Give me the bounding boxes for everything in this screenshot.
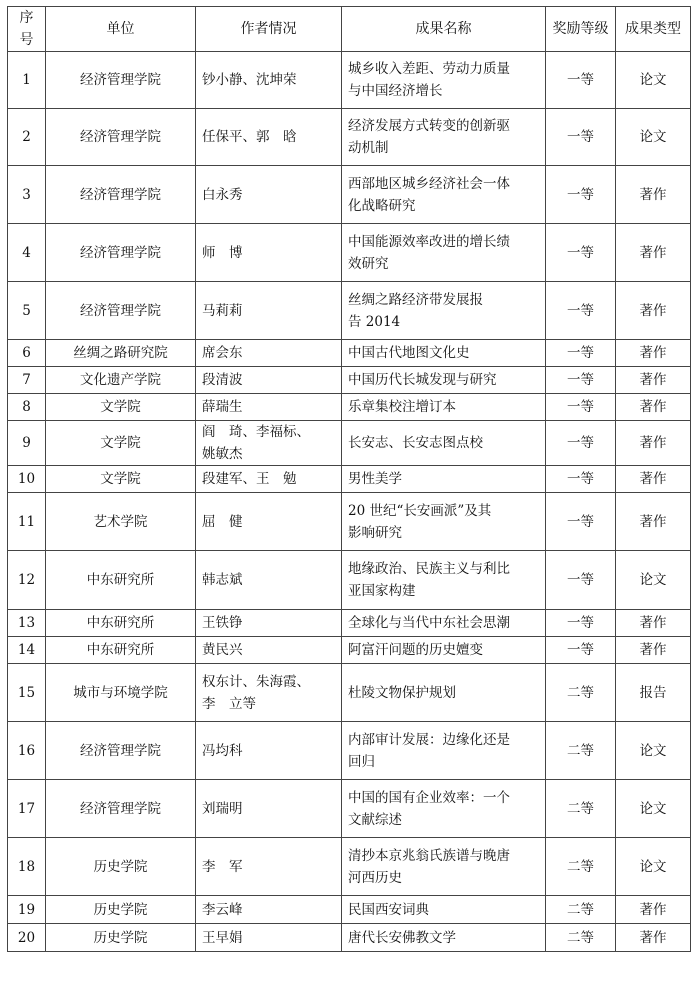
cell-no: 16 (8, 722, 46, 780)
table-body (8, 52, 691, 952)
cell-type: 著作 (616, 421, 691, 466)
cell-title: 内部审计发展：边缘化还是 回归 (342, 722, 546, 780)
cell-unit: 文学院 (46, 421, 196, 466)
cell-grade: 一等 (546, 340, 616, 367)
table-row (8, 466, 691, 493)
cell-authors: 李云峰 (196, 896, 342, 924)
cell-unit: 文学院 (46, 394, 196, 421)
cell-authors: 李 军 (196, 838, 342, 896)
cell-grade: 一等 (546, 52, 616, 109)
table-row (8, 109, 691, 166)
cell-authors: 屈 健 (196, 493, 342, 551)
cell-no: 10 (8, 466, 46, 493)
cell-type: 著作 (616, 224, 691, 282)
cell-grade: 一等 (546, 109, 616, 166)
cell-no: 11 (8, 493, 46, 551)
cell-no: 1 (8, 52, 46, 109)
cell-authors: 王铁铮 (196, 610, 342, 637)
header-row (8, 7, 691, 52)
cell-unit: 经济管理学院 (46, 780, 196, 838)
cell-title: 阿富汗问题的历史嬗变 (342, 637, 546, 664)
cell-unit: 历史学院 (46, 896, 196, 924)
cell-no: 4 (8, 224, 46, 282)
cell-no: 9 (8, 421, 46, 466)
cell-no: 17 (8, 780, 46, 838)
table-row (8, 664, 691, 722)
cell-type: 著作 (616, 896, 691, 924)
cell-unit: 中东研究所 (46, 637, 196, 664)
cell-unit: 经济管理学院 (46, 282, 196, 340)
table-row (8, 780, 691, 838)
table-row (8, 637, 691, 664)
cell-authors: 阎 琦、李福标、 姚敏杰 (196, 421, 342, 466)
cell-authors: 段建军、王 勉 (196, 466, 342, 493)
awards-table (7, 6, 691, 952)
header-authors: 作者情况 (196, 7, 342, 52)
cell-no: 3 (8, 166, 46, 224)
cell-type: 论文 (616, 52, 691, 109)
table-row (8, 367, 691, 394)
cell-unit: 文化遗产学院 (46, 367, 196, 394)
cell-type: 论文 (616, 551, 691, 610)
cell-title: 中国能源效率改进的增长绩 效研究 (342, 224, 546, 282)
cell-type: 论文 (616, 109, 691, 166)
cell-unit: 中东研究所 (46, 551, 196, 610)
cell-type: 论文 (616, 838, 691, 896)
cell-unit: 丝绸之路研究院 (46, 340, 196, 367)
cell-no: 13 (8, 610, 46, 637)
cell-unit: 中东研究所 (46, 610, 196, 637)
cell-no: 7 (8, 367, 46, 394)
cell-no: 6 (8, 340, 46, 367)
cell-no: 18 (8, 838, 46, 896)
cell-authors: 马莉莉 (196, 282, 342, 340)
cell-type: 著作 (616, 367, 691, 394)
cell-type: 著作 (616, 282, 691, 340)
cell-grade: 一等 (546, 282, 616, 340)
cell-title: 乐章集校注增订本 (342, 394, 546, 421)
cell-authors: 冯均科 (196, 722, 342, 780)
cell-type: 著作 (616, 493, 691, 551)
cell-title: 中国历代长城发现与研究 (342, 367, 546, 394)
cell-grade: 一等 (546, 466, 616, 493)
cell-unit: 经济管理学院 (46, 166, 196, 224)
cell-grade: 二等 (546, 838, 616, 896)
cell-grade: 二等 (546, 664, 616, 722)
cell-title: 中国的国有企业效率：一个 文献综述 (342, 780, 546, 838)
cell-type: 著作 (616, 610, 691, 637)
table-row (8, 924, 691, 952)
cell-title: 城乡收入差距、劳动力质量 与中国经济增长 (342, 52, 546, 109)
cell-unit: 艺术学院 (46, 493, 196, 551)
cell-unit: 经济管理学院 (46, 722, 196, 780)
cell-title: 地缘政治、民族主义与利比 亚国家构建 (342, 551, 546, 610)
cell-grade: 二等 (546, 722, 616, 780)
cell-type: 著作 (616, 166, 691, 224)
cell-grade: 一等 (546, 367, 616, 394)
table-row (8, 493, 691, 551)
header-type: 成果类型 (616, 7, 691, 52)
cell-unit: 历史学院 (46, 924, 196, 952)
cell-title: 男性美学 (342, 466, 546, 493)
table-row (8, 166, 691, 224)
cell-title: 中国古代地图文化史 (342, 340, 546, 367)
header-unit: 单位 (46, 7, 196, 52)
table-row (8, 421, 691, 466)
cell-authors: 师 博 (196, 224, 342, 282)
cell-no: 20 (8, 924, 46, 952)
cell-grade: 一等 (546, 421, 616, 466)
table-row (8, 394, 691, 421)
cell-grade: 一等 (546, 224, 616, 282)
cell-authors: 薛瑞生 (196, 394, 342, 421)
cell-authors: 席会东 (196, 340, 342, 367)
cell-unit: 经济管理学院 (46, 224, 196, 282)
cell-type: 论文 (616, 780, 691, 838)
cell-authors: 任保平、郭 晗 (196, 109, 342, 166)
cell-type: 著作 (616, 637, 691, 664)
cell-authors: 韩志斌 (196, 551, 342, 610)
table-row (8, 52, 691, 109)
cell-no: 14 (8, 637, 46, 664)
cell-grade: 一等 (546, 394, 616, 421)
cell-type: 报告 (616, 664, 691, 722)
cell-grade: 一等 (546, 637, 616, 664)
cell-grade: 一等 (546, 493, 616, 551)
cell-type: 著作 (616, 924, 691, 952)
cell-authors: 黄民兴 (196, 637, 342, 664)
table-row (8, 282, 691, 340)
cell-authors: 白永秀 (196, 166, 342, 224)
cell-title: 长安志、长安志图点校 (342, 421, 546, 466)
table-row (8, 722, 691, 780)
cell-title: 唐代长安佛教文学 (342, 924, 546, 952)
cell-unit: 城市与环境学院 (46, 664, 196, 722)
cell-title: 清抄本京兆翁氏族谱与晚唐 河西历史 (342, 838, 546, 896)
cell-grade: 一等 (546, 166, 616, 224)
cell-type: 著作 (616, 340, 691, 367)
cell-no: 15 (8, 664, 46, 722)
table-row (8, 551, 691, 610)
table-row (8, 610, 691, 637)
table-row (8, 838, 691, 896)
cell-authors: 段清波 (196, 367, 342, 394)
cell-type: 著作 (616, 466, 691, 493)
cell-no: 19 (8, 896, 46, 924)
header-grade: 奖励等级 (546, 7, 616, 52)
cell-grade: 二等 (546, 780, 616, 838)
cell-authors: 钞小静、沈坤荣 (196, 52, 342, 109)
cell-no: 2 (8, 109, 46, 166)
header-no: 序号 (8, 7, 46, 52)
cell-authors: 刘瑞明 (196, 780, 342, 838)
cell-grade: 一等 (546, 610, 616, 637)
table-row (8, 896, 691, 924)
cell-authors: 王早娟 (196, 924, 342, 952)
cell-type: 论文 (616, 722, 691, 780)
cell-title: 杜陵文物保护规划 (342, 664, 546, 722)
cell-unit: 经济管理学院 (46, 52, 196, 109)
cell-authors: 权东计、朱海霞、 李 立等 (196, 664, 342, 722)
cell-unit: 文学院 (46, 466, 196, 493)
cell-grade: 一等 (546, 551, 616, 610)
cell-title: 经济发展方式转变的创新驱 动机制 (342, 109, 546, 166)
table-row (8, 224, 691, 282)
cell-type: 著作 (616, 394, 691, 421)
cell-unit: 经济管理学院 (46, 109, 196, 166)
cell-unit: 历史学院 (46, 838, 196, 896)
table-row (8, 340, 691, 367)
cell-title: 20 世纪“长安画派”及其 影响研究 (342, 493, 546, 551)
cell-no: 12 (8, 551, 46, 610)
header-title: 成果名称 (342, 7, 546, 52)
cell-title: 全球化与当代中东社会思潮 (342, 610, 546, 637)
cell-title: 民国西安词典 (342, 896, 546, 924)
cell-grade: 二等 (546, 896, 616, 924)
cell-title: 丝绸之路经济带发展报 告 2014 (342, 282, 546, 340)
cell-no: 8 (8, 394, 46, 421)
cell-grade: 二等 (546, 924, 616, 952)
cell-no: 5 (8, 282, 46, 340)
cell-title: 西部地区城乡经济社会一体 化战略研究 (342, 166, 546, 224)
